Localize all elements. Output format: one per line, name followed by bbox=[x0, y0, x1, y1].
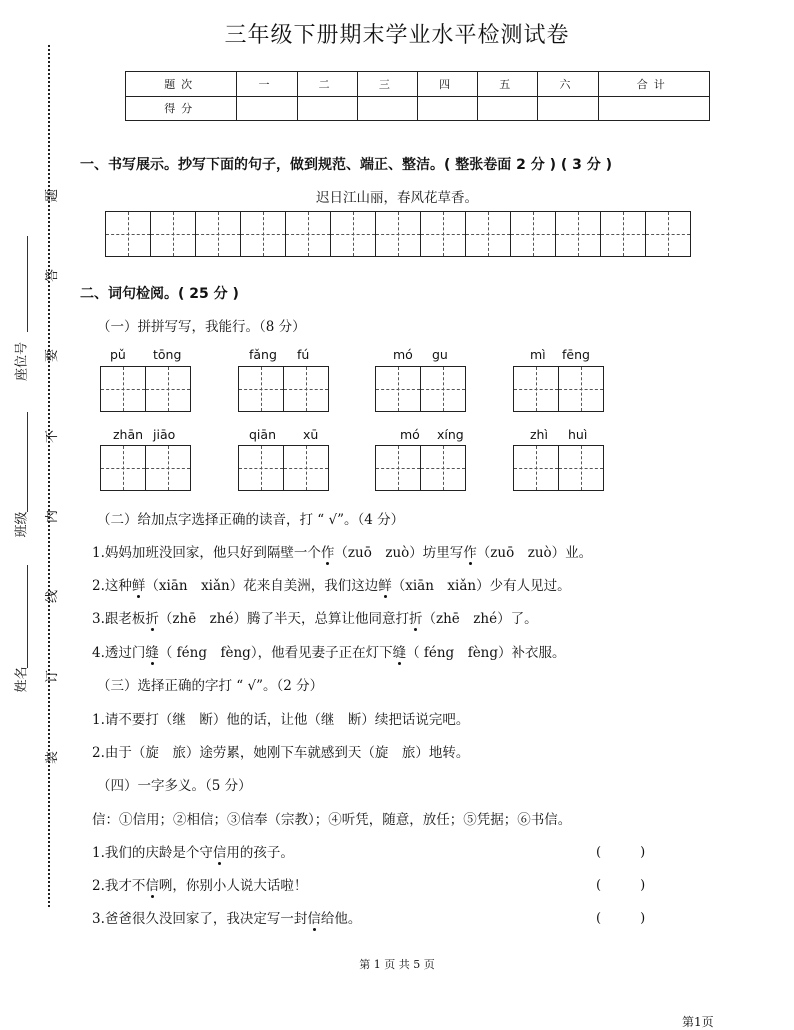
dotted-char: 鲜 bbox=[131, 578, 146, 594]
writing-cell[interactable] bbox=[286, 212, 331, 256]
pinyin-label: xíng bbox=[437, 427, 464, 442]
score-cell: 六 bbox=[538, 72, 598, 97]
writing-cell[interactable] bbox=[284, 446, 328, 490]
pinyin-label: mó bbox=[400, 427, 420, 442]
writing-cell[interactable] bbox=[559, 367, 603, 411]
writing-cell[interactable] bbox=[514, 367, 559, 411]
writing-cell[interactable] bbox=[239, 446, 284, 490]
score-cell: 合计 bbox=[598, 72, 709, 97]
dotted-char: 折 bbox=[408, 611, 423, 627]
score-cell: 题次 bbox=[126, 72, 237, 97]
writing-cell[interactable] bbox=[376, 446, 421, 490]
dotted-char: 作 bbox=[463, 545, 477, 561]
reading-question bbox=[92, 574, 571, 594]
score-table-score-row bbox=[126, 96, 710, 121]
pinyin-label: mó bbox=[393, 347, 413, 362]
exam-title: 三年级下册期末学业水平检测试卷 bbox=[224, 23, 570, 48]
pinyin-label: fú bbox=[297, 347, 310, 362]
pinyin-label: gu bbox=[432, 347, 448, 362]
part2-title: （二）给加点字选择正确的读音，打 “ √”。（4 分） bbox=[97, 512, 405, 528]
writing-cell[interactable] bbox=[239, 367, 284, 411]
writing-grid[interactable] bbox=[105, 211, 691, 257]
binding-dotted-line bbox=[48, 45, 50, 907]
margin-label: 答 bbox=[45, 268, 61, 283]
copy-sentence: 迟日江山丽，春风花草香。 bbox=[316, 190, 478, 206]
score-input-cell[interactable] bbox=[417, 96, 477, 121]
question-text: 3.跟老板 bbox=[92, 611, 146, 627]
writing-cell[interactable] bbox=[421, 446, 465, 490]
reading-question bbox=[92, 541, 592, 561]
definition-list: 信：①信用；②相信；③信奉（宗教）；④听凭，随意，放任；⑤凭据；⑥书信。 bbox=[92, 812, 572, 828]
score-cell: 二 bbox=[297, 72, 357, 97]
question-text[interactable]: （zuō zuò）坊里写 bbox=[334, 545, 464, 561]
writing-cell[interactable] bbox=[106, 212, 151, 256]
dotted-char: 缝 bbox=[392, 645, 407, 661]
writing-cell[interactable] bbox=[421, 367, 465, 411]
pinyin-label: jiāo bbox=[153, 427, 176, 442]
writing-cell[interactable] bbox=[646, 212, 690, 256]
pinyin-label: huì bbox=[568, 427, 588, 442]
question-text: 4.透过门 bbox=[92, 645, 146, 661]
margin-label: 订 bbox=[45, 669, 61, 684]
pinyin-label: tōng bbox=[153, 347, 182, 362]
meaning-question bbox=[92, 874, 307, 894]
question-text[interactable]: （ féng fèng），他看见妻子正在灯下 bbox=[158, 645, 393, 661]
choice-question[interactable]: 2.由于（旋 旅）途劳累，她刚下车就感到天（旋 旅）地转。 bbox=[92, 745, 470, 761]
dotted-char: 缝 bbox=[145, 645, 159, 661]
margin-label: 内 bbox=[45, 509, 61, 524]
score-cell: 五 bbox=[478, 72, 538, 97]
score-cell: 一 bbox=[237, 72, 297, 97]
answer-parentheses[interactable]: ( ) bbox=[596, 878, 646, 893]
writing-cell[interactable] bbox=[421, 212, 466, 256]
question-text: 咧，你别小人说大话啦！ bbox=[158, 878, 308, 894]
word-grid[interactable] bbox=[100, 366, 191, 412]
part1-title: （一）拼拼写写，我能行。（8 分） bbox=[97, 319, 306, 335]
word-grid[interactable] bbox=[238, 366, 329, 412]
page-footer: 第 1 页 共 5 页 bbox=[359, 958, 435, 971]
writing-cell[interactable] bbox=[101, 367, 146, 411]
dotted-char: 鲜 bbox=[378, 578, 392, 594]
part4-title: （四）一字多义。（5 分） bbox=[97, 778, 252, 794]
margin-label: 装 bbox=[45, 750, 61, 765]
dotted-char: 信 bbox=[307, 911, 321, 927]
writing-cell[interactable] bbox=[101, 446, 146, 490]
margin-label: 线 bbox=[45, 589, 61, 604]
score-cell: 四 bbox=[417, 72, 477, 97]
pinyin-label: xū bbox=[303, 427, 319, 442]
writing-cell[interactable] bbox=[196, 212, 241, 256]
writing-cell[interactable] bbox=[466, 212, 511, 256]
score-input-cell[interactable] bbox=[598, 96, 709, 121]
score-input-cell[interactable] bbox=[478, 96, 538, 121]
word-grid[interactable] bbox=[100, 445, 191, 491]
question-text: 1.妈妈加班没回家，他只好到隔壁一个 bbox=[92, 545, 321, 561]
writing-cell[interactable] bbox=[559, 446, 603, 490]
name-blank[interactable] bbox=[27, 565, 28, 668]
pinyin-label: zhān bbox=[113, 427, 144, 442]
pinyin-label: zhì bbox=[530, 427, 548, 442]
writing-cell[interactable] bbox=[151, 212, 196, 256]
writing-cell[interactable] bbox=[511, 212, 556, 256]
dotted-char: 折 bbox=[145, 611, 159, 627]
score-input-cell[interactable] bbox=[237, 96, 297, 121]
question-text[interactable]: （ féng fèng）补衣服。 bbox=[406, 645, 566, 661]
question-text: 2.我才不 bbox=[92, 878, 146, 894]
score-input-cell[interactable] bbox=[538, 96, 598, 121]
pinyin-label: mì bbox=[530, 347, 546, 362]
class-label: 班级 bbox=[14, 511, 30, 538]
meaning-question bbox=[92, 907, 361, 927]
part3-title: （三）选择正确的字打 “ √”。（2 分） bbox=[97, 678, 324, 694]
seat-number-blank[interactable] bbox=[27, 236, 28, 332]
word-grid[interactable] bbox=[375, 445, 466, 491]
corner-page-number: 第1页 bbox=[682, 1015, 714, 1029]
question-text[interactable]: （zuō zuò）业。 bbox=[476, 545, 593, 561]
seat-number-label: 座位号 bbox=[14, 342, 30, 382]
pinyin-label: fēng bbox=[562, 347, 590, 362]
name-label: 姓名 bbox=[14, 666, 30, 693]
meaning-question bbox=[92, 841, 294, 861]
question-text[interactable]: （xiān xiǎn）少有人见过。 bbox=[391, 578, 571, 594]
question-text: 2.这种 bbox=[92, 578, 132, 594]
question-text: 3.爸爸很久没回家了，我决定写一封 bbox=[92, 911, 308, 927]
word-grid[interactable] bbox=[238, 445, 329, 491]
writing-cell[interactable] bbox=[146, 367, 190, 411]
score-input-cell[interactable] bbox=[297, 96, 357, 121]
reading-question bbox=[92, 641, 566, 661]
pinyin-label: fǎng bbox=[249, 347, 277, 362]
word-grid[interactable] bbox=[513, 445, 604, 491]
score-table-header-row bbox=[126, 72, 710, 97]
class-blank[interactable] bbox=[27, 412, 28, 512]
question-text[interactable]: （zhē zhé）腾了半天，总算让他同意打 bbox=[158, 611, 409, 627]
writing-cell[interactable] bbox=[284, 367, 328, 411]
margin-label: 要 bbox=[45, 348, 61, 363]
choice-question[interactable]: 1.请不要打（继 断）他的话，让他（继 断）续把话说完吧。 bbox=[92, 712, 470, 728]
dotted-char: 信 bbox=[212, 845, 227, 861]
answer-parentheses[interactable]: ( ) bbox=[596, 845, 646, 860]
margin-label: 题 bbox=[45, 188, 61, 203]
question-text: 给他。 bbox=[320, 911, 362, 927]
score-row-label: 得分 bbox=[126, 96, 237, 121]
dotted-char: 信 bbox=[145, 878, 159, 894]
word-grid[interactable] bbox=[513, 366, 604, 412]
question-text[interactable]: （xiān xiǎn）花来自美洲，我们这边 bbox=[145, 578, 379, 594]
writing-cell[interactable] bbox=[376, 212, 421, 256]
writing-cell[interactable] bbox=[331, 212, 376, 256]
question-text[interactable]: （zhē zhé）了。 bbox=[422, 611, 538, 627]
score-table bbox=[125, 71, 710, 121]
writing-cell[interactable] bbox=[601, 212, 646, 256]
section2-heading: 二、词句检阅。( 25 分 ) bbox=[80, 286, 239, 302]
writing-cell[interactable] bbox=[514, 446, 559, 490]
word-grid[interactable] bbox=[375, 366, 466, 412]
reading-question bbox=[92, 607, 538, 627]
margin-label: 不 bbox=[45, 429, 61, 444]
writing-cell[interactable] bbox=[146, 446, 190, 490]
pinyin-label: qiān bbox=[249, 427, 276, 442]
question-text: 用的孩子。 bbox=[226, 845, 294, 861]
score-input-cell[interactable] bbox=[357, 96, 417, 121]
question-text: 1.我们的庆龄是个守 bbox=[92, 845, 213, 861]
pinyin-label: pǔ bbox=[110, 347, 126, 362]
dotted-char: 作 bbox=[320, 545, 335, 561]
writing-cell[interactable] bbox=[556, 212, 601, 256]
score-cell: 三 bbox=[357, 72, 417, 97]
writing-cell[interactable] bbox=[376, 367, 421, 411]
section1-heading: 一、书写展示。抄写下面的句子，做到规范、端正、整洁。( 整张卷面 2 分 ) ( 3 分 ) bbox=[80, 157, 613, 173]
answer-parentheses[interactable]: ( ) bbox=[596, 911, 646, 926]
writing-cell[interactable] bbox=[241, 212, 286, 256]
